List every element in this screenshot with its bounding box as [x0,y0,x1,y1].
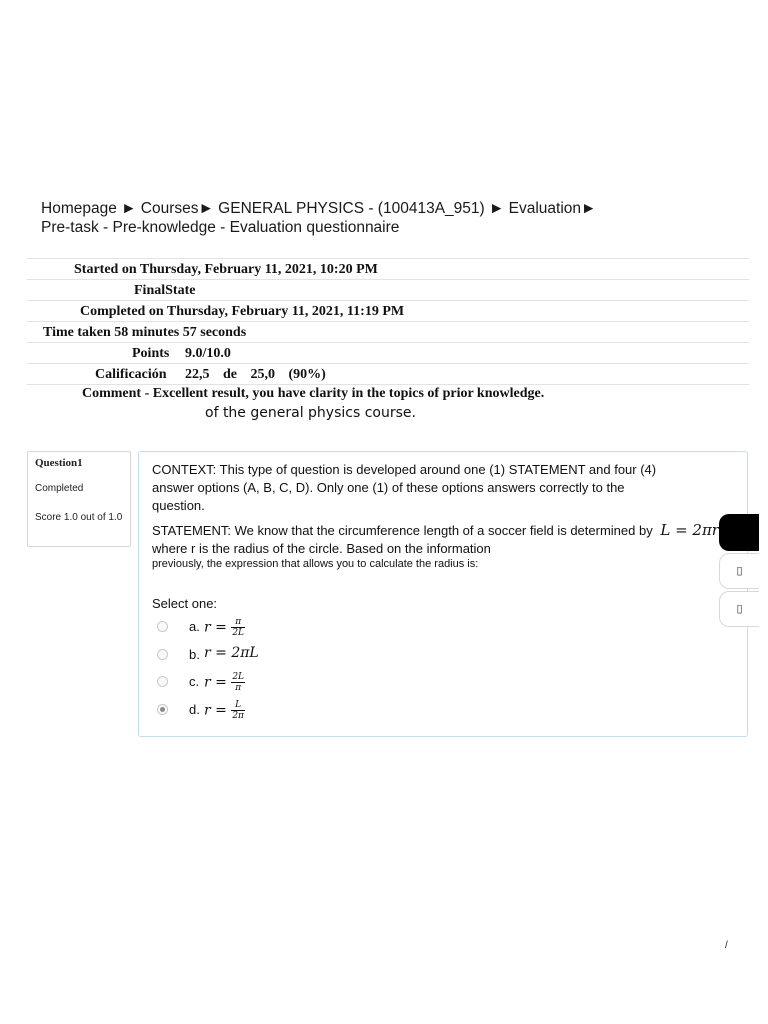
option-letter: b. [189,646,200,662]
formula-fraction [231,700,245,721]
grade-label: Calificación [95,367,167,382]
page-marker: / [725,940,728,951]
question-state: Completed [35,483,84,494]
state-text: FinalState [134,283,196,298]
breadcrumb-separator: ► [198,200,214,217]
option-letter: a. [189,619,200,634]
breadcrumb-separator: ► [488,200,505,217]
grade-value: 22,5 de 25,0 (90%) [185,367,326,382]
points-label: Points [132,346,170,361]
radio-button-c[interactable] [157,676,168,687]
option-formula [204,672,245,693]
formula-fraction [231,617,245,638]
breadcrumb [41,199,641,237]
breadcrumb-separator: ► [581,200,597,217]
breadcrumb-quiz-link[interactable]: Pre-task - Pre-knowledge - Evaluation questionnaire [41,219,400,236]
points-value: 9.0/10.0 [185,346,231,361]
formula-lhs: r = [204,702,227,718]
formula-lhs: r = 2πL [204,644,259,661]
tab-icon: ▯ [736,565,743,577]
side-tab-secondary[interactable] [719,553,759,589]
fraction-denominator: 2π [232,710,244,721]
fraction-numerator: π [231,617,245,628]
select-one-prompt: Select one: [152,596,218,611]
completed-on-text: Completed on Thursday, February 11, 2021, 11:19 PM [80,304,405,319]
fraction-numerator: 2L [232,672,245,682]
feedback-comment: Comment - Excellent result, you have clarity in the topics of prior knowledge. [82,386,545,401]
side-tab-primary[interactable] [719,514,759,551]
question-content-box [138,451,748,737]
radio-button-b[interactable] [157,649,168,660]
summary-row-started [27,258,749,279]
fraction-numerator: L [231,700,245,711]
side-tab-tertiary[interactable] [719,591,759,627]
statement-formula: L = 2πr [660,521,719,539]
fraction-denominator: 2L [232,628,245,638]
summary-row-state [27,279,749,300]
summary-row-points [27,342,749,363]
radio-button-a[interactable] [157,621,168,632]
formula-lhs: r = [204,619,227,636]
breadcrumb-separator: ► [121,200,137,217]
question-note: previously, the expression that allows you to calculate the radius is: [152,558,479,570]
breadcrumb-course-link[interactable]: GENERAL PHYSICS - (100413A_951) [218,200,485,217]
radio-button-d-selected[interactable] [157,704,168,715]
breadcrumb-home-link[interactable]: Homepage [41,200,117,217]
breadcrumb-evaluation-link[interactable]: Evaluation [508,200,582,217]
statement-text: STATEMENT: We know that the circumference length of a soccer field is determined by [152,523,653,538]
formula-fraction [231,672,245,693]
question-statement [152,521,742,558]
summary-row-grade [27,363,749,385]
summary-row-completed [27,300,749,321]
question-grade: Score 1.0 out of 1.0 [35,512,123,523]
question-number: Question1 [35,457,83,469]
question-context-text: CONTEXT: This type of question is developed around one (1) STATEMENT and four (4) answer options (A, B, C, D). Only one (1) of these options answers correctly to the question. [152,462,657,513]
tab-icon: ▯ [736,603,743,615]
option-letter: c. [189,674,200,689]
formula-lhs: r = [204,674,227,691]
started-on-text: Started on Thursday, February 11, 2021, 10:20 PM [74,262,378,277]
option-formula [204,617,245,638]
option-formula [204,645,259,661]
attempt-summary-table [27,258,749,385]
fraction-denominator: π [235,683,242,693]
breadcrumb-courses-link[interactable]: Courses [140,200,199,217]
time-taken-text: Time taken 58 minutes 57 seconds [43,325,247,340]
question-info-box [27,451,131,547]
feedback-comment-continued: of the general physics course. [205,405,416,421]
statement-text-continued: where r is the radius of the circle. Based on the information [152,541,491,556]
option-formula [204,700,245,721]
option-letter: d. [189,701,200,717]
summary-row-time-taken [27,321,749,342]
